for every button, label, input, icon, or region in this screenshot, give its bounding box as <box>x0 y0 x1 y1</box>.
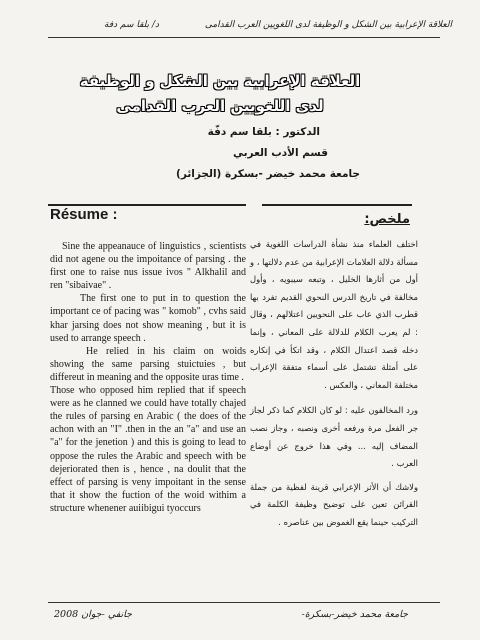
arabic-section-rule <box>262 204 412 206</box>
arabic-paragraph-3: ولاشك أن الأثر الإعرابي قرينة لفظية من جملة القرائن تعين على توضيح وظيفة الكلمة في التركيب حينما يقع الغموض بين عناصره . <box>250 481 418 527</box>
english-paragraph-2: The first one to put in to question the important ce of pacing was " komob" , cvhs said khar jarsing does not show meaning , but it is used to arrange speech . <box>50 293 246 344</box>
article-title-line-1: العلاقة الإعرابية بين الشكل و الوظيفة <box>79 72 361 90</box>
running-header-title: العلاقة الإعرابية بين الشكل و الوظيفة لدى اللغويين العرب القدامى <box>204 20 452 30</box>
running-header-author: د/ بلقا سم دفة <box>104 20 160 30</box>
footer-date: جانفي -جوان 2008 <box>54 609 132 620</box>
english-paragraph-4: Those who opposed him replied that if speech were as he clanned we could have totally chajed the rules of parsing en Arabic ( the does of the achon with an "I" .then in the an "a" and use an "a" for the jenetion ) and this is going to lead to oppose the rules the Arabic and speech with be dejeriorated then is , hence , na doulit that the effect of parsing is veny impoitant in the sense that it show the fuction of the woid withim a structure whenener auiibigui tyoccurs <box>50 385 246 514</box>
arabic-abstract <box>250 236 418 532</box>
author-department: قسم الأدب العربي <box>232 147 328 159</box>
arabic-abstract-heading: ملخص: <box>364 212 410 227</box>
arabic-paragraph-1: اختلف العلماء منذ نشأة الدراسات اللغوية في مسألة دلالة العلامات الإعرابية من عدم دلالتها ، و أول من أثارها الخليل ، وتبعه سيبويه ، وأول مخالفة في تاريخ الدرس النحوي القديم تفرد بها قطرب الذي عاب على النحويين اعتلالهم ، وقال : لم يعرب الكلام للدلالة على المعاني ، وإنما دخله قصد اعتدال الكلام ، وقد اتكأ في إنكاره على أمثلة تشتمل على أسماء متفقة الإعراب مختلفة المعاني ، والعكس . <box>250 239 418 390</box>
author-name: الدكتور : بلقا سم دفّة <box>207 126 320 138</box>
article-title-line-2: لدى اللغويين العرب القدامى <box>116 97 324 115</box>
arabic-paragraph-2: ورد المخالفون عليه : لو كان الكلام كما ذكر لجاز جر الفعل مرة ورفعه أخرى ونصبه ، وجاز نصب المضاف إليه ... وفي هذا خروج عن أوضاع العرب . <box>250 405 418 469</box>
author-university: جامعة محمد خيضر -بسكرة (الجزائر) <box>176 168 360 180</box>
english-paragraph-3: He relied in his claim on woids showing the same parsing stuictuies , but differeut in meaning and the opposite uras time . <box>50 345 246 383</box>
footer-university: جامعة محمد خيضر-بسكرة- <box>301 609 408 620</box>
english-paragraph-1: Sine the appeanauce of linguistics , scientists did not agene ou the impoitance of parsing . the first one to raise nus issue ivos " Alkhalil and ren "sibaivae" . <box>50 241 246 292</box>
english-abstract <box>50 240 246 515</box>
footer-rule <box>48 602 440 603</box>
english-abstract-heading: Résume : <box>50 206 118 223</box>
header-rule <box>48 37 440 38</box>
